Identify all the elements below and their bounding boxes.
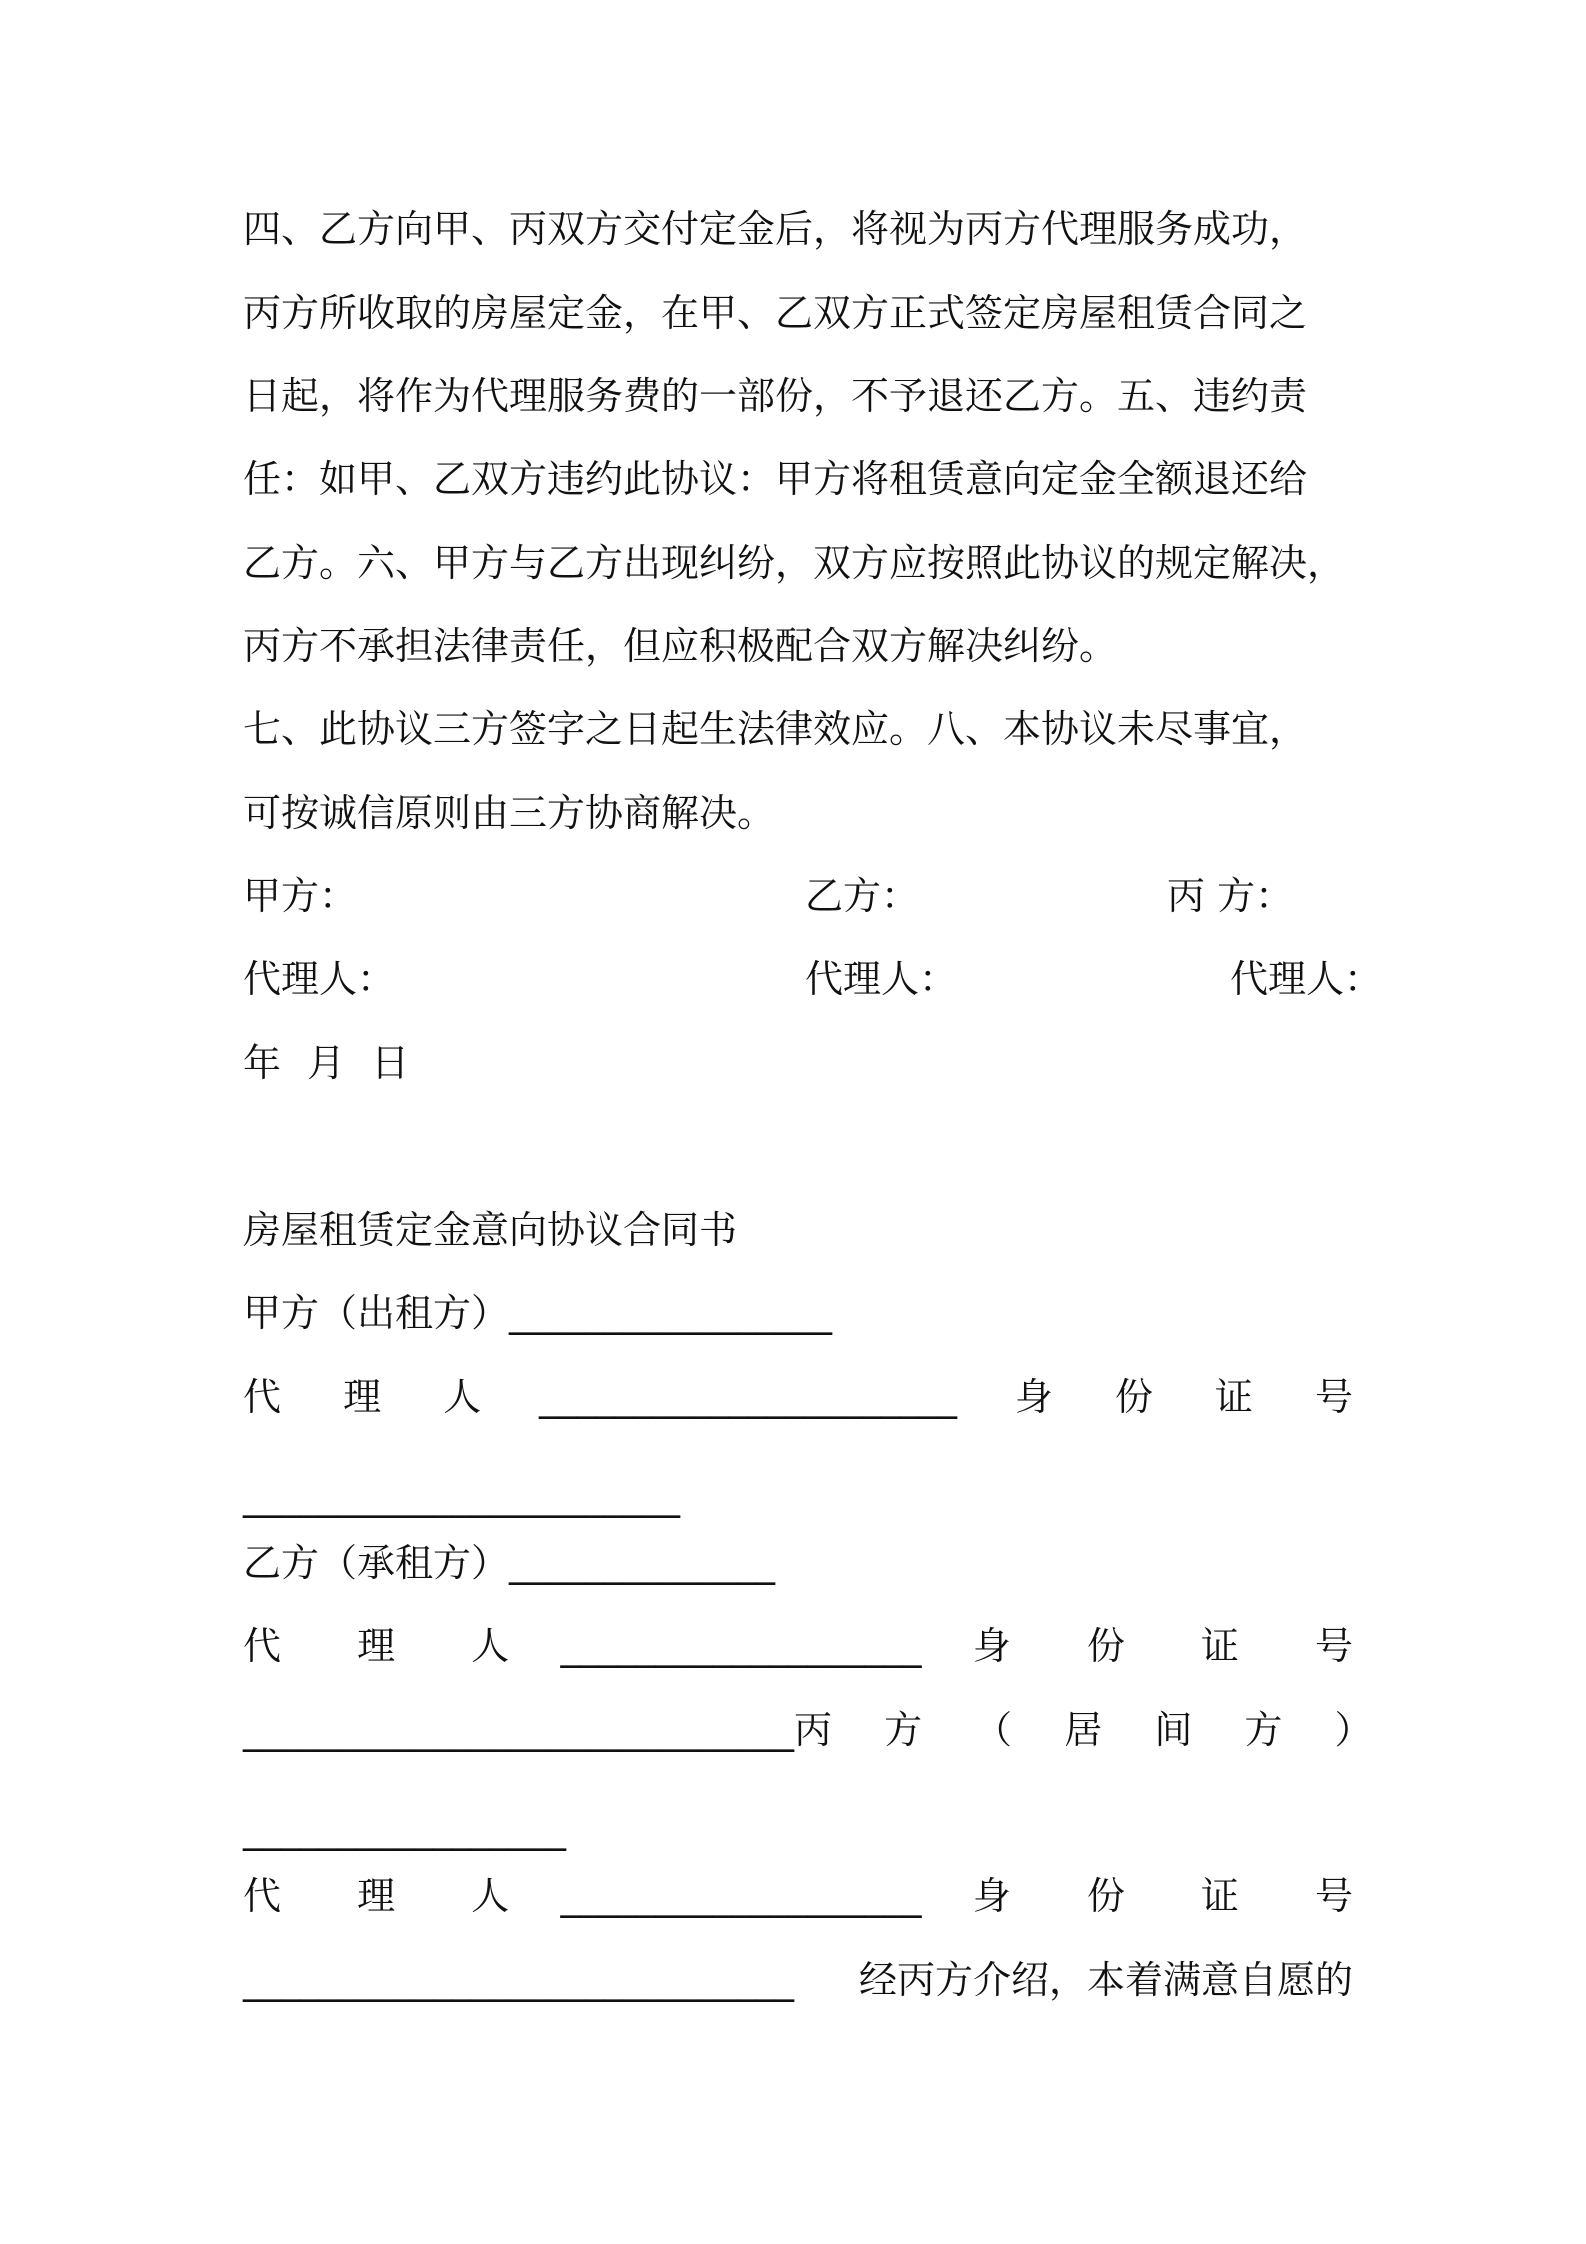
- clause-line-1: 四、乙方向甲、丙双方交付定金后，将视为丙方代理服务成功，: [243, 207, 1308, 251]
- agent-1-row: [243, 1373, 1353, 1421]
- agent-2-row: [243, 1622, 1353, 1670]
- agent-a-label: 代理人：: [243, 957, 396, 1001]
- agent-1-id-label: 身 份 证 号: [1014, 1375, 1353, 1419]
- agent-2-id-label: 身 份 证 号: [972, 1624, 1353, 1668]
- id-2-blank: _____________________________: [243, 1708, 794, 1752]
- party-c-intermediary-label: 丙 方 （ 居 间 方 ）: [794, 1708, 1373, 1752]
- id-1-blank: _______________________: [243, 1474, 680, 1518]
- clause-line-5: 乙方。六、甲方与乙方出现纠纷，双方应按照此协议的规定解决，: [243, 541, 1346, 585]
- closing-text: 经丙方介绍，本着满意自愿的: [858, 1958, 1353, 2002]
- agent-3-blank: ___________________: [560, 1874, 922, 1918]
- clause-line-3: 日起，将作为代理服务费的一部份，不予退还乙方。五、违约责: [243, 374, 1308, 418]
- agent-2-blank: ___________________: [560, 1624, 922, 1668]
- id-3-blank: _____________________________: [243, 1958, 794, 2002]
- clause-line-7: 七、此协议三方签字之日起生法律效应。八、本协议未尽事宜，: [243, 707, 1308, 751]
- clause-line-2: 丙方所收取的房屋定金，在甲、乙双方正式签定房屋租赁合同之: [243, 291, 1308, 335]
- clause-line-8: 可按诚信原则由三方协商解决。: [243, 791, 776, 835]
- clause-line-4: 任：如甲、乙双方违约此协议：甲方将租赁意向定金全额退还给: [243, 457, 1308, 501]
- party-a-landlord-line: 甲方（出租方）_________________: [243, 1291, 833, 1335]
- party-c-signature-label: 丙 方：: [1167, 874, 1294, 918]
- id-2-row: [243, 1706, 1373, 1754]
- agent-3-label: 代 理 人: [243, 1874, 510, 1918]
- agent-3-id-label: 身 份 证 号: [972, 1874, 1353, 1918]
- agent-1-label: 代 理 人: [243, 1375, 482, 1419]
- agent-b-label: 代理人：: [805, 957, 958, 1001]
- party-b-tenant-line: 乙方（承租方）______________: [243, 1541, 776, 1585]
- party-b-signature-label: 乙方：: [805, 874, 920, 918]
- agent-1-blank: ______________________: [538, 1375, 957, 1419]
- agent-c-label: 代理人：: [1230, 957, 1383, 1001]
- id-3-row: [243, 1956, 1353, 2004]
- agent-2-label: 代 理 人: [243, 1624, 510, 1668]
- date-label: 年 月 日: [243, 1041, 410, 1085]
- contract-title: 房屋租赁定金意向协议合同书: [243, 1208, 738, 1252]
- party-a-signature-label: 甲方：: [243, 874, 358, 918]
- agent-3-row: [243, 1872, 1353, 1920]
- party-c-blank: _________________: [243, 1807, 566, 1851]
- clause-line-6: 丙方不承担法律责任，但应积极配合双方解决纠纷。: [243, 624, 1118, 668]
